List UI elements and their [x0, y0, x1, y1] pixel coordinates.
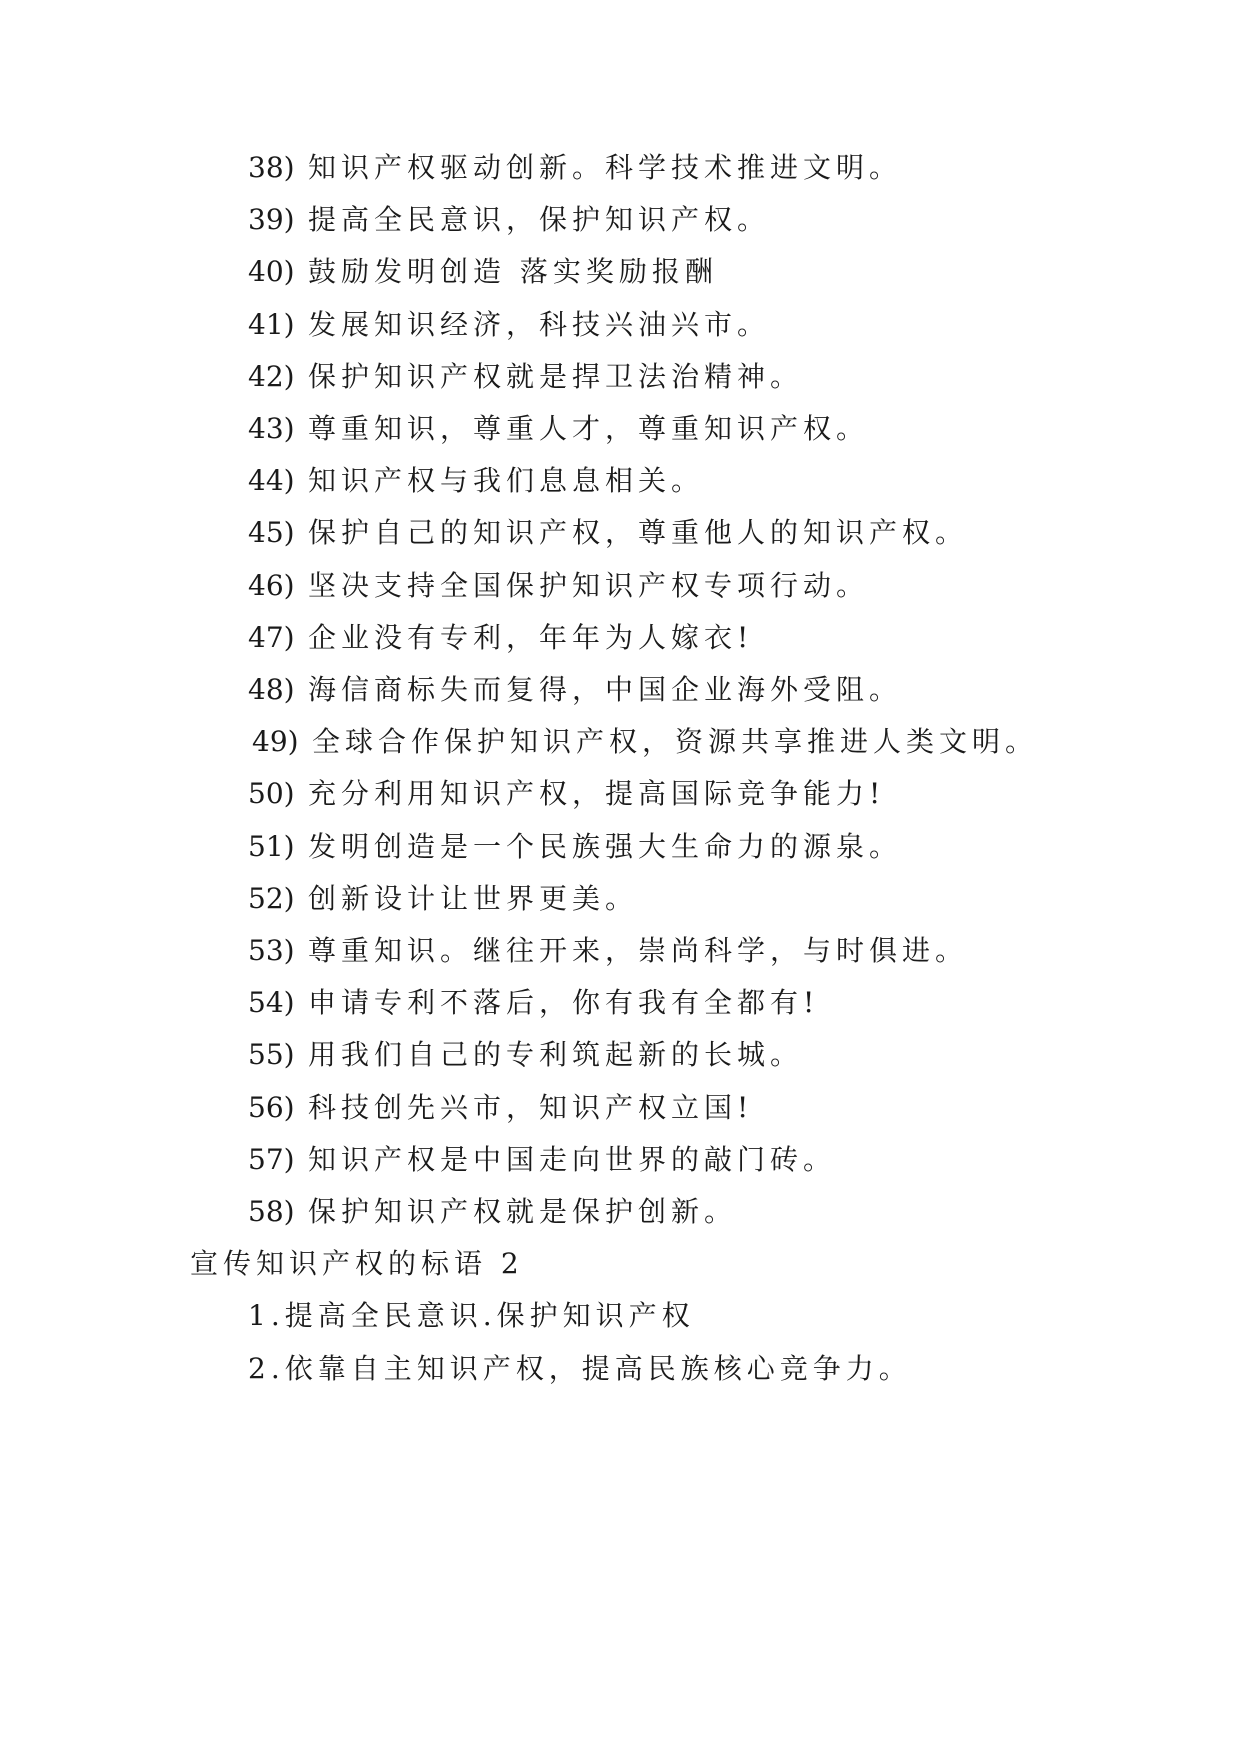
item-number: 46) [248, 568, 295, 602]
list-item [248, 879, 638, 919]
item-number: 55) [248, 1038, 295, 1072]
list-item [248, 1035, 803, 1075]
item-number: 57) [248, 1142, 295, 1176]
list-item [248, 305, 770, 345]
item-text: 发展知识经济，科技兴油兴市。 [308, 307, 771, 341]
item-number: 50) [248, 777, 295, 811]
item-text: 1.提高全民意识.保护知识产权 [248, 1299, 695, 1333]
section-title [190, 1244, 524, 1284]
item-text: 提高全民意识，保护知识产权。 [308, 203, 771, 237]
item-number: 51) [248, 829, 295, 863]
list-item [248, 200, 770, 240]
list-item [248, 461, 704, 501]
list-item [248, 983, 819, 1023]
item-text: 用我们自己的专利筑起新的长城。 [308, 1038, 804, 1072]
item-number: 52) [248, 881, 295, 915]
item-number: 47) [248, 620, 295, 654]
item-text: 企业没有专利，年年为人嫁衣! [308, 620, 754, 654]
item-text: 保护自己的知识产权，尊重他人的知识产权。 [308, 516, 969, 550]
item-number: 41) [248, 307, 295, 341]
list-item [252, 722, 1038, 762]
item-number: 53) [248, 934, 295, 967]
item-text: 尊重知识，尊重人才，尊重知识产权。 [308, 412, 870, 445]
item-number: 40) [248, 255, 295, 289]
list-item [248, 566, 869, 606]
item-text: 充分利用知识产权，提高国际竞争能力! [308, 777, 886, 811]
list-item [248, 1088, 753, 1128]
item-number: 58) [248, 1195, 295, 1228]
list-item [248, 513, 968, 553]
item-number: 45) [248, 516, 295, 550]
item-text: 2.依靠自主知识产权，提高民族核心竞争力。 [248, 1351, 912, 1385]
item-number: 42) [248, 359, 295, 393]
item-text: 鼓励发明创造 落实奖励报酬 [308, 255, 718, 289]
item-number: 56) [248, 1090, 295, 1124]
item-text: 知识产权与我们息息相关。 [308, 464, 705, 498]
item-text: 坚决支持全国保护知识产权专项行动。 [308, 568, 870, 602]
list-item [248, 670, 902, 710]
list-item [248, 148, 902, 188]
list-item [248, 827, 902, 867]
item-text: 科技创先兴市，知识产权立国! [308, 1090, 754, 1124]
item-number: 48) [248, 673, 295, 706]
item-number: 44) [248, 464, 295, 498]
item-text: 海信商标失而复得，中国企业海外受阻。 [308, 673, 903, 706]
list-item [248, 1349, 912, 1389]
list-item [248, 1140, 836, 1180]
item-text: 发明创造是一个民族强大生命力的源泉。 [308, 829, 903, 863]
section-title-text: 宣传知识产权的标语 2 [190, 1247, 524, 1281]
item-text: 创新设计让世界更美。 [308, 881, 639, 915]
item-text: 知识产权驱动创新。科学技术推进文明。 [308, 151, 903, 184]
item-number: 38) [248, 151, 295, 184]
list-item [248, 1192, 737, 1232]
item-text: 全球合作保护知识产权，资源共享推进人类文明。 [312, 725, 1039, 759]
list-item [248, 774, 885, 814]
item-text: 保护知识产权就是保护创新。 [308, 1195, 738, 1228]
list-item [248, 1296, 695, 1336]
item-number: 39) [248, 203, 295, 237]
list-item [248, 357, 803, 397]
list-item [248, 252, 718, 292]
list-item [248, 618, 753, 658]
list-item [248, 409, 869, 449]
list-item [248, 931, 968, 971]
item-text: 尊重知识。继往开来，崇尚科学，与时俱进。 [308, 934, 969, 967]
item-number: 54) [248, 986, 295, 1020]
item-text: 知识产权是中国走向世界的敲门砖。 [308, 1142, 837, 1176]
item-text: 保护知识产权就是捍卫法治精神。 [308, 359, 804, 393]
item-number: 49) [252, 725, 299, 759]
item-text: 申请专利不落后，你有我有全都有! [308, 986, 820, 1020]
item-number: 43) [248, 412, 295, 445]
